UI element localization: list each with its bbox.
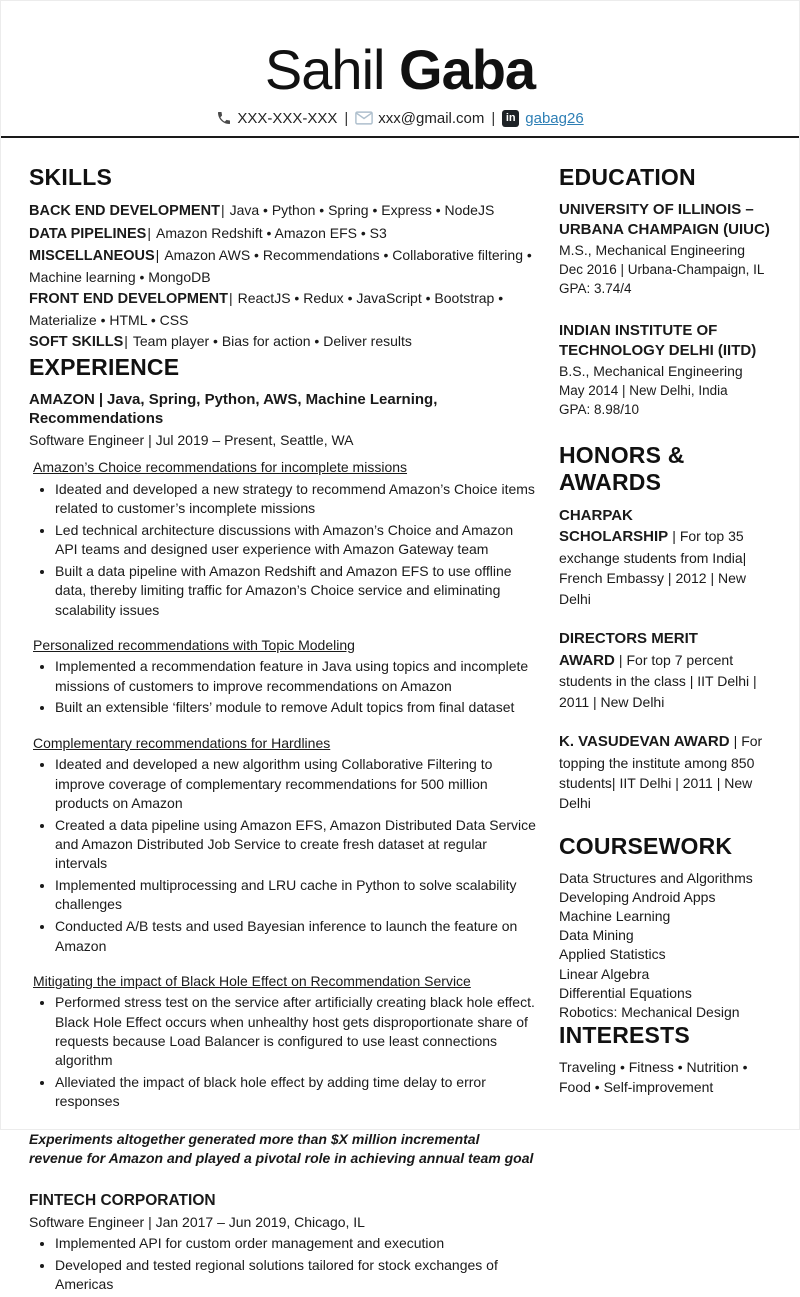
award-description: For top 7 percent students in the class | IIT Delhi | 2011 | New Delhi	[559, 651, 757, 710]
job-separator: |	[98, 390, 104, 408]
skill-category: BACK END DEVELOPMENT	[29, 202, 220, 219]
course-item: Developing Android Apps	[559, 888, 716, 905]
interests-heading: INTERESTS	[559, 1022, 690, 1049]
award-name: DIRECTORS MERIT AWARD	[559, 629, 698, 669]
gpa: GPA: 3.74/4	[559, 280, 632, 296]
project-title: Amazon’s Choice recommendations for incomplete missions	[33, 459, 408, 476]
award-separator: |	[733, 733, 738, 750]
envelope-icon	[355, 111, 373, 125]
job-title-line	[29, 390, 537, 429]
linkedin-glyph: in	[505, 112, 516, 125]
bullet-item: • Developed and tested regional solutions tailored for stock exchanges of Americas	[55, 1256, 537, 1295]
contact-separator: |	[344, 109, 349, 127]
page-title	[1, 38, 799, 101]
coursework-heading: COURSEWORK	[559, 832, 733, 859]
skill-values: Java • Python • Spring • Express • NodeJS	[229, 201, 495, 218]
project-title: Complementary recommendations for Hardlines	[33, 734, 331, 751]
bullet-item: • Conducted A/B tests and used Bayesian inference to launch the feature on Amazon	[55, 917, 537, 956]
award-entry	[559, 731, 777, 814]
job-amazon	[29, 390, 537, 1169]
gpa: GPA: 8.98/10	[559, 401, 640, 417]
bullet-item: • Alleviated the impact of black hole effect by adding time delay to error responses	[55, 1073, 537, 1112]
skill-separator: |	[124, 332, 128, 349]
impact-summary: Experiments altogether generated more than $X million incremental revenue for Amazon and played a pivotal role in achieving annual team goal	[29, 1130, 534, 1167]
skill-values: Amazon Redshift • Amazon EFS • S3	[156, 224, 387, 241]
bullet-item: • Ideated and developed a new strategy to recommend Amazon’s Choice items related to customer’s incomplete missions	[55, 480, 537, 519]
school-name: INDIAN INSTITUTE OF TECHNOLOGY DELHI (IITD)	[559, 321, 757, 359]
job-bullets	[29, 1234, 537, 1294]
school-name: UNIVERSITY OF ILLINOIS – URBANA CHAMPAIGN (UIUC)	[559, 200, 770, 239]
course-item: Data Structures and Algorithms	[559, 869, 753, 886]
bullet-item: • Implemented API for custom order management and execution	[55, 1234, 537, 1253]
right-column	[559, 164, 777, 1297]
award-name: CHARPAK SCHOLARSHIP	[559, 506, 669, 546]
job-fintech	[29, 1191, 537, 1295]
education-date-location: Dec 2016 | Urbana-Champaign, IL	[559, 261, 765, 277]
name-first: Sahil	[264, 38, 385, 101]
skill-values: Amazon AWS • Recommendations • Collaborative filtering • Machine learning • MongoDB	[29, 247, 532, 285]
course-item: Machine Learning	[559, 908, 671, 925]
project-title: Personalized recommendations with Topic Modeling	[33, 636, 355, 653]
bullet-item: • Built an extensible ‘filters’ module to remove Adult topics from final dataset	[55, 698, 537, 717]
honors-heading: HONORS & AWARDS	[559, 441, 685, 495]
company-name: AMAZON	[29, 390, 95, 408]
skill-separator: |	[147, 224, 151, 241]
job-meta: Software Engineer | Jul 2019 – Present, Seattle, WA	[29, 431, 354, 448]
email-text: xxx@gmail.com	[378, 109, 485, 127]
award-name: K. VASUDEVAN AWARD	[559, 733, 730, 751]
project-bullets	[29, 657, 537, 717]
linkedin-icon	[502, 110, 519, 127]
company-name: FINTECH CORPORATION	[29, 1191, 216, 1209]
bullet-item: • Ideated and developed a new algorithm using Collaborative Filtering to improve coverage of complementary recommendations for 500 million products on Amazon	[55, 755, 537, 813]
award-separator: |	[672, 528, 676, 545]
education-entry	[559, 200, 777, 299]
bullet-item: • Built a data pipeline with Amazon Redshift and Amazon EFS to use offline data, thereby limiting traffic for Amazon’s Choice service and eliminating scalability issues	[55, 562, 537, 620]
project-bullets	[29, 993, 537, 1111]
bullet-item: • Implemented multiprocessing and LRU cache in Python to solve scalability challenges	[55, 876, 537, 915]
experience-heading: EXPERIENCE	[29, 353, 180, 380]
course-item: Robotics: Mechanical Design	[559, 1003, 740, 1020]
award-description: For top 35 exchange students from India| French Embassy | 2012 | New Delhi	[559, 528, 747, 607]
job-meta: Software Engineer | Jan 2017 – Jun 2019, Chicago, IL	[29, 1213, 365, 1230]
contact-row	[1, 110, 799, 127]
course-item: Differential Equations	[559, 984, 692, 1001]
skill-category: SOFT SKILLS	[29, 333, 124, 350]
skills-heading: SKILLS	[29, 163, 112, 190]
linkedin-link[interactable]: gabag26	[525, 109, 584, 127]
job-tech-list: Java, Spring, Python, AWS, Machine Learning, Recommendations	[29, 390, 438, 427]
degree: B.S., Mechanical Engineering	[559, 363, 743, 380]
phone-icon	[216, 110, 232, 126]
bullet-item: • Led technical architecture discussions with Amazon’s Choice and Amazon API teams and designed user experience with Amazon Gateway team	[55, 521, 537, 560]
skill-line	[29, 288, 537, 330]
skill-values: ReactJS • Redux • JavaScript • Bootstrap • Materialize • HTML • CSS	[29, 290, 504, 328]
project-bullets	[29, 480, 537, 620]
contact-separator: |	[491, 109, 496, 127]
left-column	[29, 164, 537, 1297]
resume-body	[1, 138, 799, 1297]
award-entry	[559, 628, 777, 712]
skill-line	[29, 245, 537, 287]
interests-list: Traveling • Fitness • Nutrition • Food • Self-improvement	[559, 1059, 748, 1095]
award-description: For topping the institute among 850 students| IIT Delhi | 2011 | New Delhi	[559, 733, 763, 812]
award-separator: |	[618, 651, 623, 668]
bullet-item: • Performed stress test on the service after artificially creating black hole effect. Black Hole Effect occurs when unhealthy host gets disproportionate share of requests because Load Balancer is configured to use least connections algorithm	[55, 993, 537, 1070]
education-heading: EDUCATION	[559, 163, 696, 190]
phone-number: XXX-XXX-XXX	[237, 109, 338, 127]
skill-category: FRONT END DEVELOPMENT	[29, 291, 228, 308]
education-date-location: May 2014 | New Delhi, India	[559, 382, 728, 398]
skill-separator: |	[155, 247, 160, 264]
course-item: Applied Statistics	[559, 946, 666, 963]
skill-line	[29, 331, 537, 353]
course-item: Linear Algebra	[559, 965, 650, 982]
course-item: Data Mining	[559, 927, 634, 944]
project-title: Mitigating the impact of Black Hole Effect on Recommendation Service	[33, 972, 471, 989]
award-entry	[559, 505, 777, 609]
education-entry	[559, 321, 777, 420]
header	[1, 1, 799, 127]
skill-values: Team player • Bias for action • Deliver results	[132, 332, 412, 349]
bullet-item: • Created a data pipeline using Amazon EFS, Amazon Distributed Data Service and Amazon Distributed Job Service to create fresh dataset at regular intervals	[55, 816, 537, 874]
skill-category: DATA PIPELINES	[29, 225, 147, 242]
bullet-item: • Implemented a recommendation feature in Java using topics and incomplete missions of customers to improve recommendations on Amazon	[55, 657, 537, 696]
skill-line	[29, 200, 537, 222]
degree: M.S., Mechanical Engineering	[559, 242, 745, 259]
skill-line	[29, 223, 537, 245]
skill-separator: |	[228, 290, 233, 307]
name-last: Gaba	[399, 38, 536, 101]
project-bullets	[29, 755, 537, 956]
skill-separator: |	[220, 201, 225, 218]
skill-category: MISCELLANEOUS	[29, 248, 155, 265]
